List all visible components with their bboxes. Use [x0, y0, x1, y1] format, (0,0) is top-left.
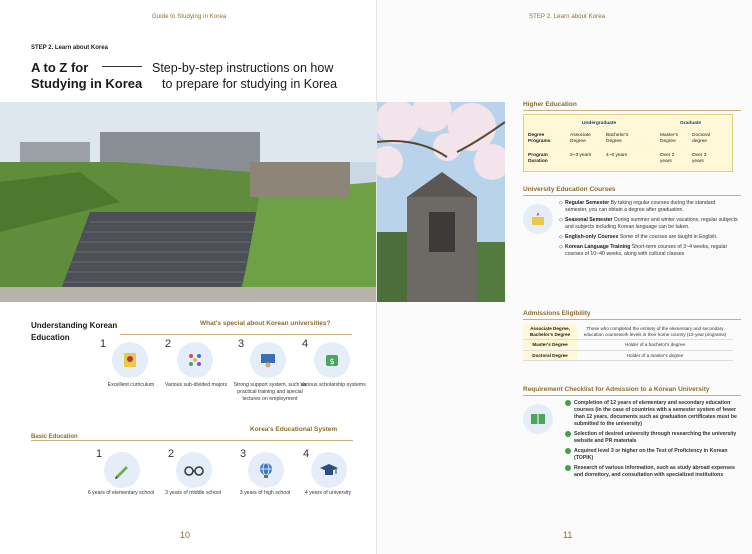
- checklist-text: Selection of desired university through researching the university website and PR materials: [574, 431, 737, 444]
- lecture-icon: [250, 342, 286, 378]
- feature-label: Various sub-divided majors: [164, 382, 228, 388]
- checklist-heading: Requirement Checklist for Admission to a Korean University: [523, 386, 741, 396]
- degree-cell: Master's Degree: [523, 340, 577, 351]
- page-number: 11: [563, 530, 573, 540]
- glasses-icon: [176, 452, 212, 488]
- page-title-right: [152, 60, 367, 92]
- list-item: [559, 217, 739, 231]
- edu-label: 3 years of high school: [239, 490, 291, 496]
- row-label: Degree Programs: [528, 133, 551, 144]
- title-divider: [102, 66, 142, 67]
- money-icon: [314, 342, 350, 378]
- section-title: Understanding Korean Education: [31, 321, 118, 342]
- course-name: Seasonal Semester: [565, 217, 613, 223]
- right-page: [376, 0, 752, 554]
- requirement-cell: Those who completed the entirety of the elementary and secondary education coursework levels in their home country (12-year programs): [577, 324, 733, 340]
- feature-label: Excellent curriculum: [107, 382, 155, 388]
- courses-list: [559, 200, 739, 261]
- edu-number: 3: [240, 448, 247, 460]
- check-icon: [565, 431, 571, 437]
- course-desc: During summer and winter vacations, regular subjects and subjects including Korean language can be taken.: [565, 217, 738, 230]
- list-item: [565, 400, 741, 428]
- requirement-cell: Holder of a master's degree: [577, 350, 733, 361]
- svg-text:$: $: [329, 357, 335, 366]
- running-head: STEP 2. Learn about Korea: [529, 14, 606, 20]
- pencil-icon: [104, 452, 140, 488]
- undergrad-header: Undergraduate: [582, 121, 617, 126]
- table-cell: Associate Degree: [570, 133, 591, 144]
- check-icon: [565, 400, 571, 406]
- course-name: Korean Language Training: [565, 244, 631, 250]
- table-cell: 4~6 years: [606, 153, 628, 158]
- checklist-text: Acquired level 3 or higher on the Test of Proficiency in Korean (TOPIK): [574, 448, 728, 461]
- check-icon: [565, 448, 571, 454]
- title-line-2: to prepare for studying in Korea: [162, 77, 338, 91]
- course-desc: Short-term courses of 3~4 weeks, regular courses of 10~40 weeks, along with cultural classes: [565, 244, 728, 257]
- degree-cell: Associate Degree, Bachelor's Degree: [523, 324, 577, 340]
- list-item: [559, 244, 739, 258]
- book-icon: [523, 404, 553, 434]
- edu-divider: [31, 440, 353, 441]
- campus-photo: [0, 102, 376, 302]
- basic-education-heading: Basic Education: [31, 434, 78, 440]
- degree-cell: Doctoral Degree: [523, 350, 577, 361]
- edu-number: 4: [303, 448, 310, 460]
- list-item: [565, 465, 741, 479]
- checklist-text: Research of various information, such as study abroad expenses and dormitory, and consultation with specialized institutions: [574, 465, 735, 478]
- feature-label: Strong support system, such as practical training and special lectures on employment: [233, 382, 307, 402]
- list-item: [559, 200, 739, 214]
- table-cell: 2~3 years: [570, 153, 592, 158]
- cherry-blossom-photo: [377, 102, 505, 302]
- feature-number: 2: [165, 338, 172, 350]
- table-row: [523, 350, 733, 361]
- feature-number: 4: [302, 338, 309, 350]
- list-item: [559, 234, 739, 241]
- edu-label: 4 years of university: [304, 490, 352, 496]
- feature-number: 1: [100, 338, 107, 350]
- higher-education-table: [523, 114, 733, 172]
- edu-label: 6 years of elementary school: [87, 490, 155, 496]
- checklist: [565, 400, 741, 482]
- special-divider: [120, 334, 352, 335]
- course-desc: Some of the courses are taught in English.: [618, 234, 718, 240]
- course-name: Regular Semester: [565, 200, 610, 206]
- running-head: Guide to Studying in Korea: [152, 14, 227, 20]
- special-heading: What's special about Korean universities?: [200, 320, 331, 327]
- table-cell: Bachelor's Degree: [606, 133, 629, 144]
- table-cell: Doctoral degree: [692, 133, 710, 144]
- graduation-cap-icon: [311, 452, 347, 488]
- courses-icon: [523, 204, 553, 234]
- table-row: [523, 324, 733, 340]
- row-label: Program Duration: [528, 153, 548, 164]
- title-line-1: Step-by-step instructions on how: [152, 61, 334, 75]
- requirement-cell: Holder of a bachelor's degree: [577, 340, 733, 351]
- checklist-text: Completion of 12 years of elementary and secondary education courses (in the case of countries with a semester system of fewer than 12 years, documents such as graduation certificates must be submitted to the university): [574, 400, 737, 427]
- edu-number: 1: [96, 448, 103, 460]
- dots-icon: [177, 342, 213, 378]
- table-cell: Over 3 years: [692, 153, 707, 164]
- admissions-heading: Admissions Eligibility: [523, 310, 741, 320]
- graduate-header: Graduate: [680, 121, 702, 126]
- step-label: STEP 2. Learn about Korea: [31, 45, 108, 51]
- page-number: 10: [180, 530, 191, 540]
- edu-label: 3 years of middle school: [165, 490, 221, 496]
- edu-number: 2: [168, 448, 175, 460]
- check-icon: [565, 465, 571, 471]
- edu-system-heading: Korea's Educational System: [250, 426, 338, 433]
- table-cell: Over 2 years: [660, 153, 675, 164]
- feature-number: 3: [238, 338, 245, 350]
- certificate-icon: [112, 342, 148, 378]
- globe-icon: [248, 452, 284, 488]
- admissions-table: [523, 324, 733, 361]
- page-title-left: A to Z for Studying in Korea: [31, 60, 143, 91]
- feature-label: Various scholarship systems: [300, 382, 366, 388]
- course-desc: By taking regular courses during the standard semester, you can obtain a degree after graduation.: [565, 200, 716, 213]
- list-item: [565, 431, 741, 445]
- list-item: [565, 448, 741, 462]
- table-row: [523, 340, 733, 351]
- course-name: English-only Courses: [565, 234, 619, 240]
- table-cell: Master's Degree: [660, 133, 678, 144]
- courses-heading: University Education Courses: [523, 186, 741, 196]
- higher-education-heading: Higher Education: [523, 101, 741, 111]
